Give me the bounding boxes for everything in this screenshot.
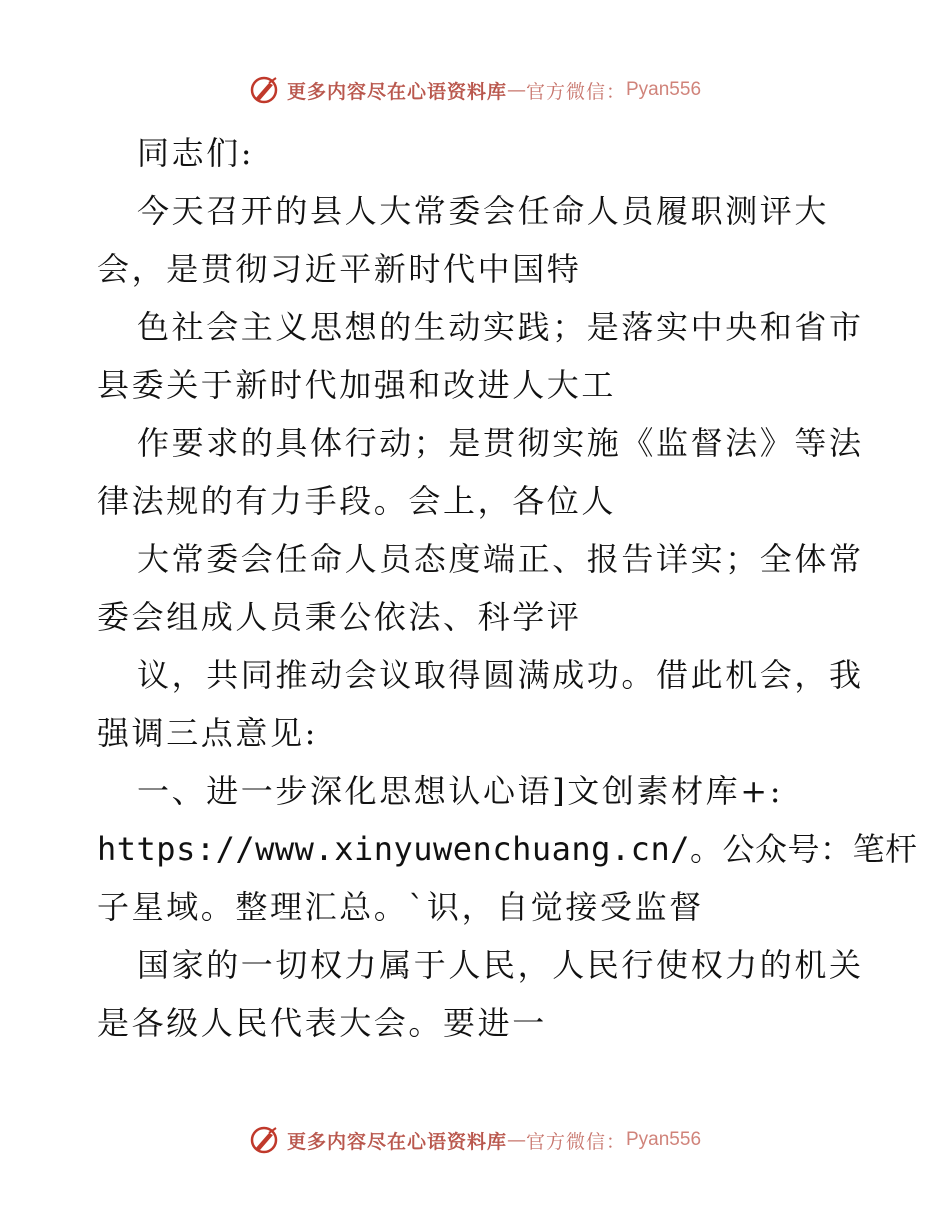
banner-dash: —	[506, 1129, 526, 1151]
body-line: 会，是贯彻习近平新时代中国特	[97, 250, 582, 288]
banner-wechat-id: Pyan556	[626, 1129, 702, 1150]
quill-logo-icon	[249, 75, 279, 105]
body-line: 作要求的具体行动；是贯彻实施《监督法》等法	[137, 424, 864, 462]
section-heading-line: 一、进一步深化思想认心语]文创素材库+:	[137, 772, 784, 810]
banner-brand: 更多内容尽在心语资料库	[286, 1130, 507, 1153]
quill-logo-icon	[249, 1125, 279, 1155]
body-line: 是各级人民代表大会。要进一	[97, 1004, 547, 1042]
body-line: 强调三点意见:	[97, 714, 318, 752]
banner-brand: 更多内容尽在心语资料库	[286, 80, 507, 103]
banner-wechat-id: Pyan556	[626, 79, 702, 100]
body-line: 色社会主义思想的生动实践；是落实中央和省市	[137, 308, 864, 346]
body-line: 议，共同推动会议取得圆满成功。借此机会，我	[137, 656, 864, 694]
body-line: 律法规的有力手段。会上，各位人	[97, 482, 617, 520]
body-line: 大常委会任命人员态度端正、报告详实；全体常	[137, 540, 864, 578]
body-line-url: https://www.xinyuwenchuang.cn/。公众号：笔杆	[97, 830, 918, 868]
body-line: 委会组成人员秉公依法、科学评	[97, 598, 582, 636]
document-body	[97, 124, 918, 1052]
body-line: 国家的一切权力属于人民，人民行使权力的机关	[137, 946, 864, 984]
body-line: 县委关于新时代加强和改进人大工	[97, 366, 617, 404]
body-line: 同志们:	[137, 134, 255, 172]
footer-banner	[0, 1120, 950, 1160]
body-line: 子星域。整理汇总。`识，自觉接受监督	[97, 888, 704, 926]
banner-dash: —	[506, 79, 526, 101]
banner-contact-label: 官方微信：	[525, 1130, 626, 1153]
header-banner	[0, 70, 950, 110]
banner-contact-label: 官方微信：	[525, 80, 626, 103]
body-line: 今天召开的县人大常委会任命人员履职测评大	[137, 192, 830, 230]
